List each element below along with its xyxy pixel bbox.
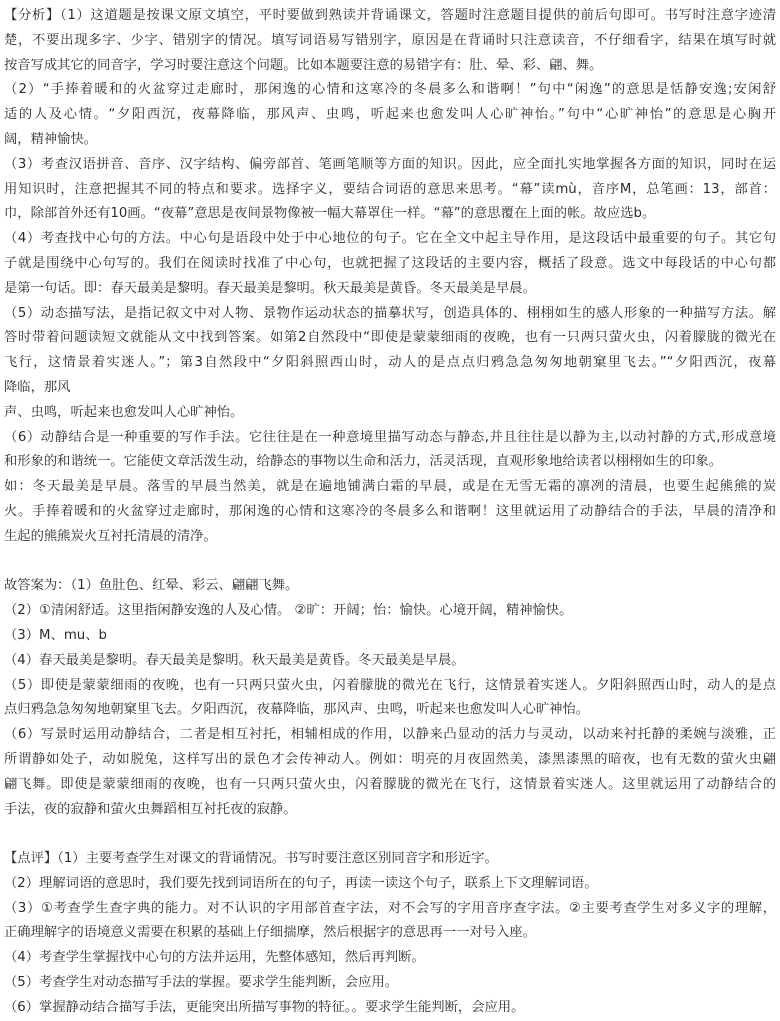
analysis-line: （3）考查汉语拼音、音序、汉字结构、偏旁部首、笔画笔顺等方面的知识。因此，应全面扎实地掌握各方面的知识，同时在运 — [4, 156, 776, 172]
comment-line: （6）掌握静动结合描写手法，更能突出所描写事物的特征。。要求学生能判断，会应用。 — [4, 999, 525, 1015]
answer-line: （2）①清闲舒适。这里指闲静安逸的人及心情。 ②旷：开阔；怡：愉快。心境开阔，精神愉快。 — [4, 603, 573, 619]
answer-line: 点归鸦急急匆匆地朝窠里飞去。夕阳西沉，夜幕降临，那风声、虫鸣，听起来也愈发叫人心旷神怡。 — [4, 702, 590, 718]
answer-line: （4）春天最美是黎明。春天最美是黎明。秋天最美是黄昏。冬天最美是早晨。 — [4, 652, 465, 668]
analysis-line: 楚，不要出现多字、少字、错别字的情况。填写词语易写错别字，原因是在背诵时只注意读音，不仔细看字，结果在填写时就 — [4, 32, 776, 48]
analysis-line: 降临，那风 — [4, 379, 71, 395]
analysis-line: 适的人及心情。“夕阳西沉，夜幕降临，那风声、虫鸣，听起来也愈发叫人心旷神怡。”句中“心旷神怡”的意思是心胸开 — [4, 107, 776, 123]
comment-line: （2）理解词语的意思时，我们要先找到词语所在的句子，再读一读这个句子，联系上下文理解词语。 — [4, 875, 598, 891]
answer-line: 故答案为：（1）鱼肚色、红晕、彩云、翩翩飞舞。 — [4, 578, 299, 594]
analysis-line: 生起的熊熊炭火互衬托清晨的清净。 — [4, 528, 217, 544]
analysis-line: 和形象的和谐统一。它能使文章活泼生动，给静态的事物以生命和活力，活灵活现，直观形象地给读者以栩栩如生的印象。 — [4, 454, 723, 470]
analysis-line: 声、虫鸣，听起来也愈发叫人心旷神怡。 — [4, 404, 244, 420]
comment-line: （5）考查学生对动态描写手法的掌握。要求学生能判断，会应用。 — [4, 975, 399, 991]
answer-line: 翩飞舞。即使是蒙蒙细雨的夜晚，也有一只两只萤火虫，闪着朦胧的微光在飞行，这情景着实迷人。这里就运用了动静结合的 — [4, 776, 776, 792]
analysis-line: 是第一句话。即：春天最美是黎明。春天最美是黎明。秋天最美是黄昏。冬天最美是早晨。 — [4, 280, 536, 296]
analysis-line: 答时带着问题读短文就能从文中找到答案。如第2自然段中“即使是蒙蒙细雨的夜晚，也有一只两只萤火虫，闪着朦胧的微光在 — [4, 330, 776, 346]
analysis-line: （5）动态描写法，是指记叙文中对人物、景物作运动状态的描摹状写，创造具体的、栩栩如生的感人形象的一种描写方法。解 — [4, 305, 776, 321]
answer-line: （6）写景时运用动静结合，二者是相互衬托，相辅相成的作用，以静来凸显动的活力与灵动，以动来衬托静的柔婉与淡雅，正 — [4, 727, 776, 743]
spacer — [4, 822, 776, 847]
answer-line: （5）即使是蒙蒙细雨的夜晚，也有一只两只萤火虫，闪着朦胧的微光在飞行，这情景着实迷人。夕阳斜照西山时，动人的是点 — [4, 677, 776, 693]
analysis-line: 火。手捧着暖和的火盆穿过走廊时，那闲逸的心情和这寒冷的冬晨多么和谐啊！这里就运用了动静结合的手法，早晨的清净和 — [4, 503, 776, 519]
analysis-line: （2）“手捧着暖和的火盆穿过走廊时，那闲逸的心情和这寒冷的冬晨多么和谐啊！”句中“闲逸”的意思是恬静安逸;安闲舒 — [4, 82, 776, 98]
comment-line: （4）考查学生掌握找中心句的方法并运用，先整体感知，然后再判断。 — [4, 950, 425, 966]
analysis-line: 【分析】（1）这道题是按课文原文填空，平时要做到熟读并背诵课文，答题时注意题目提供的前后句即可。书写时注意字迹清 — [4, 8, 776, 23]
answer-line: 手法，夜的寂静和萤火虫舞蹈相互衬托夜的寂静。 — [4, 801, 297, 817]
comment-line: 正确理解字的语境意义需要在积累的基础上仔细揣摩，然后根据字的意思再一一对号入座。 — [4, 925, 536, 941]
solution-document — [4, 4, 776, 1021]
analysis-line: 巾，除部首外还有10画。“夜幕”意思是夜间景物像被一幅大幕罩住一样。“幕”的意思覆在上面的帐。故应选b。 — [4, 206, 656, 222]
answer-section — [4, 574, 776, 822]
comment-line: 【点评】（1）主要考查学生对课文的背诵情况。书写时要注意区别同音字和形近字。 — [4, 851, 498, 867]
answer-line: （3）M、mu、b — [4, 627, 107, 643]
comment-section — [4, 847, 776, 1021]
analysis-line: 子就是围绕中心句写的。我们在阅读时找准了中心句，也就把握了这段话的主要内容，概括了段意。选文中每段话的中心句都 — [4, 255, 776, 271]
spacer — [4, 550, 776, 575]
analysis-line: 如：冬天最美是早晨。落雪的早晨当然美，就是在遍地铺满白霜的早晨，或是在无雪无霜的凛冽的清晨，也要生起熊熊的炭 — [4, 479, 776, 495]
analysis-section — [4, 4, 776, 550]
answer-line: 所谓静如处子，动如脱兔，这样写出的景色才会传神动人。例如：明亮的月夜固然美，漆黑漆黑的暗夜，也有无数的萤火虫翩 — [4, 751, 776, 767]
analysis-line: 用知识时，注意把握其不同的特点和要求。选择字义，要结合词语的意思来思考。“幕”读mù，音序M，总笔画：13，部首： — [4, 181, 776, 197]
analysis-line: 飞行，这情景着实迷人。”；第3自然段中“夕阳斜照西山时，动人的是点点归鸦急急匆匆地朝窠里飞去。”“夕阳西沉，夜幕 — [4, 355, 776, 371]
analysis-line: 阔，精神愉快。 — [4, 131, 98, 147]
comment-line: （3）①考查学生查字典的能力。对不认识的字用部首查字法，对不会写的字用音序查字法。②主要考查学生对多义字的理解， — [4, 900, 776, 916]
analysis-line: （6）动静结合是一种重要的写作手法。它往往是在一种意境里描写动态与静态,并且往往是以静为主,以动衬静的方式,形成意境 — [4, 429, 776, 445]
analysis-line: （4）考查找中心句的方法。中心句是语段中处于中心地位的句子。它在全文中起主导作用，是这段话中最重要的句子。其它句 — [4, 231, 776, 247]
analysis-line: 按音写成其它的同音字，学习时要注意这个问题。比如本题要注意的易错字有：肚、晕、彩、翩、舞。 — [4, 57, 603, 73]
